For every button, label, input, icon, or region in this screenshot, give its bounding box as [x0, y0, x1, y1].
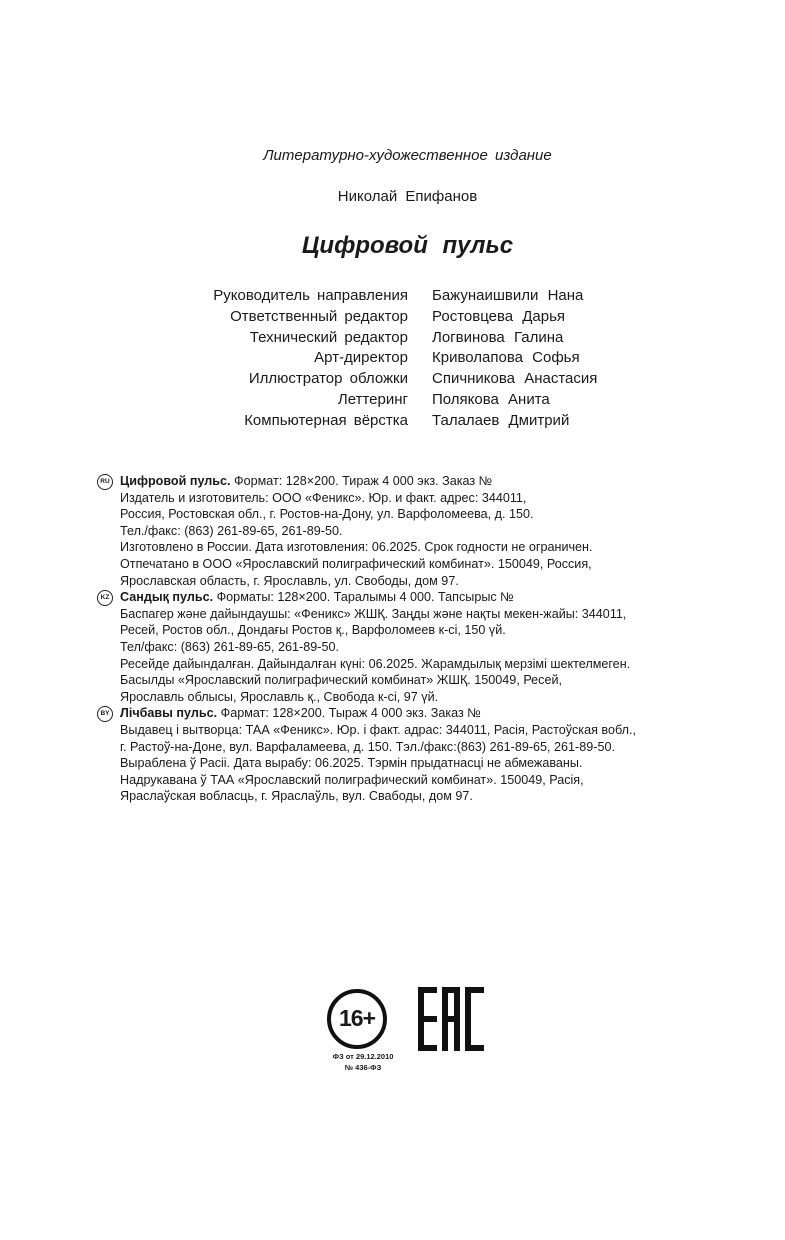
imprint-line: Ярославль облысы, Ярославль қ., Свобода к-сі, 97 үй.	[120, 689, 439, 704]
imprint-line: г. Растоў-на-Доне, вул. Варфаламеева, д. 150. Тэл./факс:(863) 261-89-65, 261-89-50.	[120, 739, 615, 754]
imprint-text: Форматы: 128×200. Таралымы 4 000. Тапсырыс №	[213, 590, 514, 605]
genre-line: Литературно-художественное издание	[263, 147, 552, 164]
credit-role: Компьютерная вёрстка	[244, 411, 408, 429]
imprint-line: Отпечатано в ООО «Ярославский полиграфический комбинат». 150049, Россия,	[120, 556, 592, 571]
imprint-line	[120, 473, 737, 490]
credits-list	[100, 286, 700, 432]
credit-name: Талалаев Дмитрий	[432, 411, 570, 429]
imprint-line	[120, 589, 737, 606]
author-name: Николай Епифанов	[337, 188, 478, 205]
credit-name: Логвинова Галина	[432, 328, 564, 346]
eac-mark-icon	[418, 987, 484, 1051]
kz-language-icon: KZ	[97, 590, 113, 606]
credit-row	[100, 369, 700, 390]
imprint-line: Изготовлено в России. Дата изготовления: 06.2025. Срок годности не ограничен.	[120, 540, 593, 555]
credit-row	[100, 390, 700, 411]
imprint-block-ru	[97, 473, 737, 589]
imprint-line: Ресей, Ростов обл., Дондағы Ростов қ., Варфоломеев к-сі, 150 үй.	[120, 623, 506, 638]
credit-row	[100, 328, 700, 349]
credit-row	[100, 411, 700, 432]
imprint-line: Издатель и изготовитель: ООО «Феникс». Юр. и факт. адрес: 344011,	[120, 490, 527, 505]
credit-name: Спичникова Анастасия	[432, 370, 598, 388]
imprint-line: Тел./факс: (863) 261-89-65, 261-89-50.	[120, 523, 343, 538]
credit-name: Бажунаишвили Нана	[432, 287, 584, 304]
imprint-line: Ярославская область, г. Ярославль, ул. Свободы, дом 97.	[120, 573, 459, 588]
credit-name: Ростовцева Дарья	[432, 307, 566, 325]
imprint-text: Фармат: 128×200. Тыраж 4 000 экз. Заказ №	[217, 706, 481, 721]
imprint-line: Баспагер және дайындаушы: «Феникс» ЖШҚ. Заңды және нақты мекен-жайы: 344011,	[120, 606, 627, 621]
imprint-block-kz	[97, 589, 737, 705]
credit-role: Ответственный редактор	[230, 307, 408, 325]
imprint-lead: Сандық пульс.	[120, 590, 214, 605]
credit-name: Криволапова Софья	[432, 349, 580, 367]
imprint-line: Россия, Ростовская обл., г. Ростов-на-Дону, ул. Варфоломеева, д. 150.	[120, 507, 534, 522]
age-rating-icon: 16+	[327, 989, 387, 1049]
imprint-line: Яраслаўская вобласць, г. Яраслаўль, вул. Свабоды, дом 97.	[120, 789, 473, 804]
imprint-line: Ресейде дайындалған. Дайындалған күні: 06.2025. Жарамдылық мерзімі шектелмеген.	[120, 656, 631, 671]
imprint-section	[97, 473, 737, 805]
credit-name: Полякова Анита	[432, 390, 550, 408]
imprint-lead: Цифровой пульс.	[120, 474, 231, 488]
by-language-icon: BY	[97, 706, 113, 722]
credit-role: Руководитель направления	[213, 287, 408, 304]
credit-row	[100, 286, 700, 307]
age-law-line: ФЗ от 29.12.2010	[332, 1052, 394, 1061]
credit-role: Технический редактор	[249, 328, 408, 346]
age-rating-law	[318, 1051, 408, 1073]
credit-role: Леттеринг	[337, 390, 408, 408]
imprint-lead: Лічбавы пульс.	[120, 706, 218, 721]
age-law-line: № 436-ФЗ	[344, 1063, 382, 1072]
imprint-line: Надрукавана ў ТАА «Ярославский полиграфический комбинат». 150049, Расія,	[120, 772, 584, 787]
imprint-line: Выдавец і вытворца: ТАА «Феникс». Юр. і факт. адрас: 344011, Расія, Растоўская вобл.,	[120, 722, 636, 737]
imprint-line: Выраблена ў Расіі. Дата вырабу: 06.2025. Тэрмін прыдатнасці не абмежаваны.	[120, 756, 583, 771]
book-title: Цифровой пульс	[301, 232, 514, 259]
imprint-text: Формат: 128×200. Тираж 4 000 экз. Заказ №	[230, 474, 493, 488]
credit-row	[100, 348, 700, 369]
credit-role: Иллюстратор обложки	[248, 370, 408, 388]
ru-language-icon: RU	[97, 474, 113, 490]
certification-marks	[318, 985, 498, 1085]
credit-row	[100, 307, 700, 328]
imprint-line: Басылды «Ярославский полиграфический комбинат» ЖШҚ. 150049, Ресей,	[120, 673, 562, 688]
imprint-line	[120, 705, 737, 722]
imprint-block-by	[97, 705, 737, 805]
imprint-line: Тел/факс: (863) 261-89-65, 261-89-50.	[120, 639, 339, 654]
credit-role: Арт-директор	[314, 349, 408, 367]
